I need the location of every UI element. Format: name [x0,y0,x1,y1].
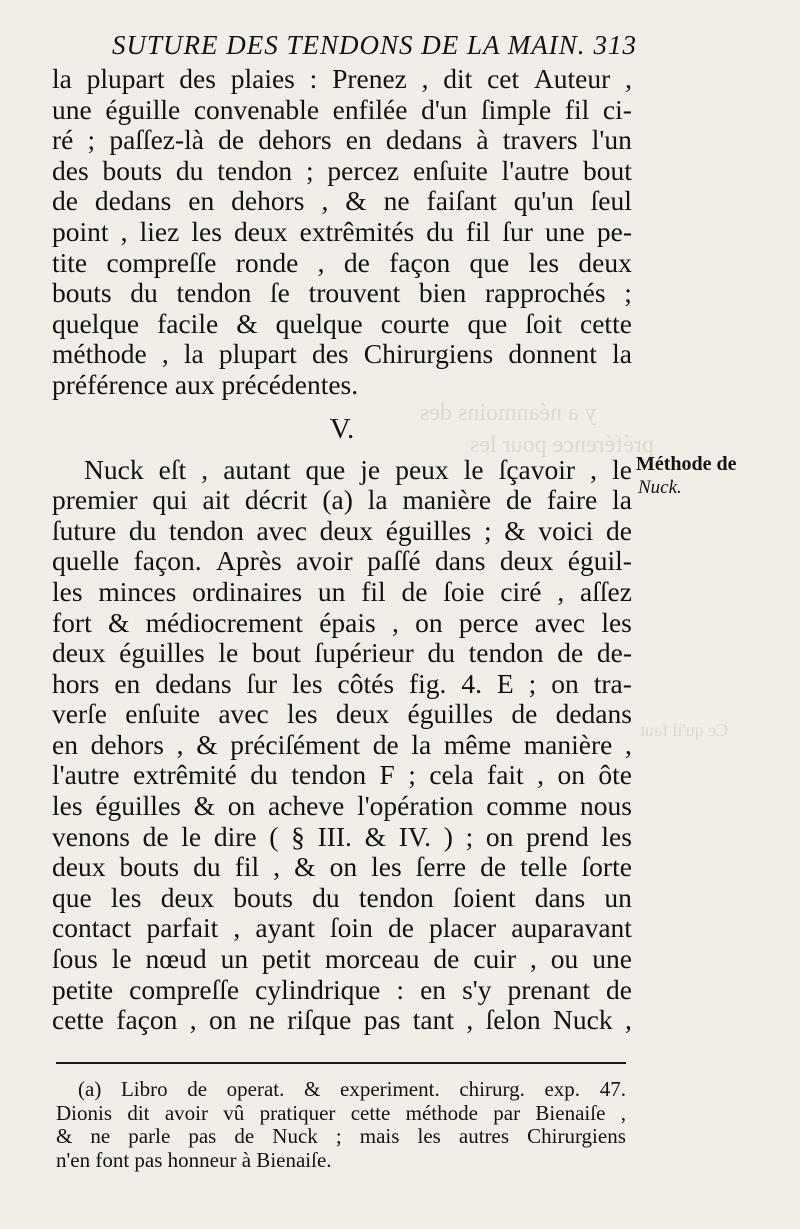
bleed-through-text: préférence pour les [470,432,654,458]
text-line: venons de le dire ( § III. & IV. ) ; on prend les [52,820,632,852]
bleed-through-text: Ce qu'il faut [640,720,729,740]
margin-note [636,452,786,500]
footnote-line: Dionis dit avoir vû pratiquer cette méthode par Bienaiſe , [56,1100,626,1125]
text-line: que les deux bouts du tendon ſoient dans un [52,881,632,913]
running-head-title: SUTURE DES TENDONS DE LA MAIN. [112,30,586,60]
text-line: les minces ordinaires un fil de ſoie ciré , aſſez [52,575,632,607]
footnote-line: (a) Libro de operat. & experiment. chirurg. exp. 47. [78,1077,626,1101]
text-line: Nuck eſt , autant que je peux le ſçavoir , le [84,453,632,485]
text-line: quelle façon. Après avoir paſſé dans deux éguil- [52,545,632,577]
footnote-rule [56,1062,626,1064]
running-head [112,30,637,61]
section-heading: V. [329,412,355,445]
margin-note-line: Nuck. [638,477,682,498]
text-line: ſous le nœud un petit morceau de cuir , ou une [52,943,632,975]
margin-note-line: Méthode de [636,453,737,475]
text-line: cette façon , on ne riſque pas tant , ſelon Nuck , [52,1004,632,1036]
text-line: verſe enſuite avec les deux éguilles de dedans [52,698,632,730]
text-line: fort & médiocrement épais , on perce avec les [52,606,632,638]
text-line: des bouts du tendon ; percez enſuite l'autre bout [52,154,632,186]
text-line: préférence aux précédentes. [52,368,359,400]
text-line: deux éguilles le bout ſupérieur du tendon de de- [52,637,632,669]
text-line: premier qui ait décrit (a) la manière de faire la [52,484,632,516]
footnote-line: & ne parle pas de Nuck ; mais les autres Chirurgiens [56,1124,626,1148]
main-text [52,64,632,1036]
paragraph-1 [52,64,632,401]
text-line: hors en dedans ſur les côtés fig. 4. E ; on tra- [52,667,632,699]
text-line: ſuture du tendon avec deux éguilles ; & voici de [52,514,632,546]
text-line: les éguilles & on acheve l'opération comme nous [52,790,632,822]
footnote-line: n'en font pas honneur à Bienaiſe. [56,1147,332,1172]
text-line: point , liez les deux extrêmités du fil ſur une pe- [52,215,632,247]
text-line: en dehors , & préciſément de la même manière , [52,728,632,760]
text-line: une éguille convenable enfilée d'un ſimple fil ci- [52,93,632,125]
text-line: tite compreſſe ronde , de façon que les deux [52,246,632,278]
text-line: deux bouts du fil , & on les ſerre de telle ſorte [52,851,632,883]
text-line: quelque facile & quelque courte que ſoit cette [52,307,632,339]
page-number: 313 [593,30,637,60]
text-line: la plupart des plaies : Prenez , dit cet Auteur , [52,63,632,94]
text-line: l'autre extrêmité du tendon F ; cela fait , on ôte [52,759,632,791]
bleed-through-text: y a néanmoins des [420,400,597,426]
text-line: petite compreſſe cylindrique : en s'y prenant de [52,973,632,1005]
text-line: contact parfait , ayant ſoin de placer auparavant [52,912,632,944]
footnotes [56,1078,626,1172]
text-line: bouts du tendon ſe trouvent bien rapprochés ; [52,277,632,309]
text-line: méthode , la plupart des Chirurgiens donnent la [52,338,632,370]
text-line: ré ; paſſez-là de dehors en dedans à travers l'un [52,124,632,156]
paragraph-2 [52,455,632,1036]
text-line: de dedans en dehors , & ne faiſant qu'un ſeul [52,185,632,217]
